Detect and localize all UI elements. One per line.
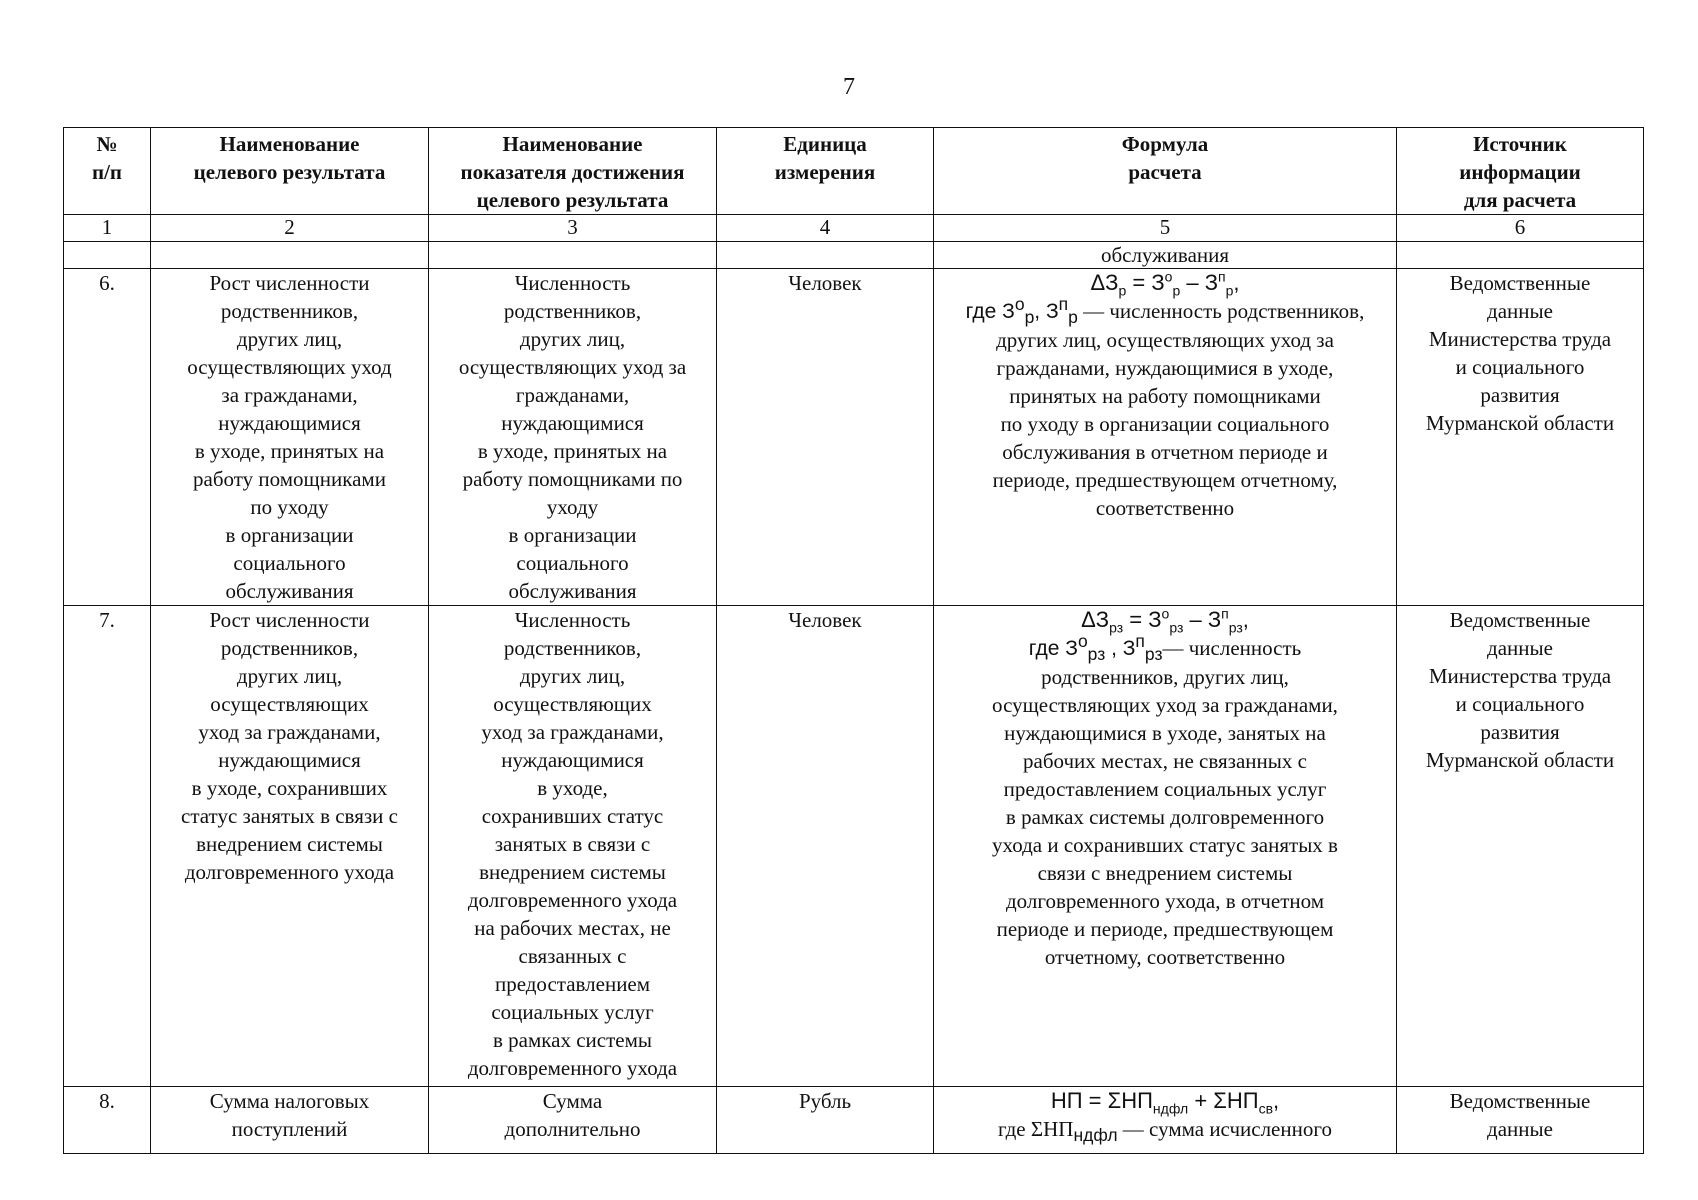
column-number: 2 bbox=[151, 215, 429, 242]
row-number: 6. bbox=[64, 269, 151, 606]
column-number: 6 bbox=[1397, 215, 1644, 242]
column-number: 3 bbox=[429, 215, 717, 242]
row-number: 7. bbox=[64, 606, 151, 1087]
table-row bbox=[64, 606, 1644, 1087]
formula-equation: НП = $\Sigma НП_{ндфл} + \Sigma НП_{св}$, bbox=[1050, 1088, 1280, 1117]
result-name: Рост численности родственников, других лиц, осуществляющих уход за гражданами, нуждающимися в уходе, принятых на работу помощниками по уходу в организации социального обслуживания bbox=[151, 269, 429, 606]
formula-cell bbox=[934, 269, 1397, 606]
result-name: Рост численности родственников, других лиц, осуществляющих уход за гражданами, нуждающимися в уходе, сохранивших статус занятых в связи с внедрением системы долговременного ухода bbox=[151, 606, 429, 1087]
continuation-row bbox=[64, 242, 1644, 269]
formula-explanation: где $\Sigma НП_{ндфл}$ — сумма исчисленного bbox=[998, 1117, 1332, 1146]
table-row bbox=[64, 269, 1644, 606]
header-indicator-name: Наименование показателя достижения целевого результата bbox=[429, 128, 717, 215]
indicator-name: Численность родственников, других лиц, осуществляющих уход за гражданами, нуждающимися в уходе, сохранивших статус занятых в связи с внедрением системы долговременного ухода на рабочих местах, не связанных с предоставлением социальных услуг в рамках системы долговременного ухода bbox=[429, 606, 717, 1087]
header-result-name: Наименование целевого результата bbox=[151, 128, 429, 215]
unit: Человек bbox=[717, 606, 934, 1087]
info-source: Ведомственные данные Министерства труда и социального развития Мурманской области bbox=[1397, 269, 1644, 606]
column-number: 5 bbox=[934, 215, 1397, 242]
indicator-name: Численность родственников, других лиц, осуществляющих уход за гражданами, нуждающимися в уходе, принятых на работу помощниками по уходу в организации социального обслуживания bbox=[429, 269, 717, 606]
formula-equation: $\Delta З_{рз} = З^о_{рз} - З^п_{рз}$, bbox=[1081, 605, 1249, 636]
result-name: Сумма налоговых поступлений bbox=[151, 1087, 429, 1154]
header-row bbox=[64, 128, 1644, 215]
continuation-text: обслуживания bbox=[934, 242, 1397, 269]
row-number: 8. bbox=[64, 1087, 151, 1154]
indicator-name: Сумма дополнительно bbox=[429, 1087, 717, 1154]
info-source: Ведомственные данные Министерства труда и социального развития Мурманской области bbox=[1397, 606, 1644, 1087]
formula-equation: $\Delta З_р = З^о_р - З^п_р$, bbox=[1090, 268, 1240, 299]
header-number: № п/п bbox=[64, 128, 151, 215]
formula-cell bbox=[934, 1087, 1397, 1154]
column-number: 1 bbox=[64, 215, 151, 242]
header-formula: Формула расчета bbox=[934, 128, 1397, 215]
table-row bbox=[64, 1087, 1644, 1154]
formula-explanation: где $З^о_р$, $З^п_р$ — численность родственников, других лиц, осуществляющих уход за гражданами, нуждающимися в уходе, принятых на работу помощниками по уходу в организации социального обслуживания в отчетном периоде и периоде, предшествующем отчетному, соответственно bbox=[965, 294, 1365, 520]
page-number: 7 bbox=[843, 74, 855, 100]
unit: Рубль bbox=[717, 1087, 934, 1154]
unit: Человек bbox=[717, 269, 934, 606]
column-number-row bbox=[64, 215, 1644, 242]
column-number: 4 bbox=[717, 215, 934, 242]
info-source: Ведомственные данные bbox=[1397, 1087, 1644, 1154]
header-source: Источник информации для расчета bbox=[1397, 128, 1644, 215]
formula-explanation: где $З^о_{рз}$ , $З^п_{рз}—$ численность родственников, других лиц, осуществляющих уход за гражданами, нуждающимися в уходе, занятых на рабочих местах, не связанных с предоставлением социальных услуг в рамках системы долговременного ухода и сохранивших статус занятых в связи с внедрением системы долговременного ухода, в отчетном периоде и периоде, предшествующем отчетному, соответственно bbox=[992, 631, 1338, 969]
header-unit: Единица измерения bbox=[717, 128, 934, 215]
indicators-table bbox=[63, 127, 1644, 1154]
formula-cell bbox=[934, 606, 1397, 1087]
